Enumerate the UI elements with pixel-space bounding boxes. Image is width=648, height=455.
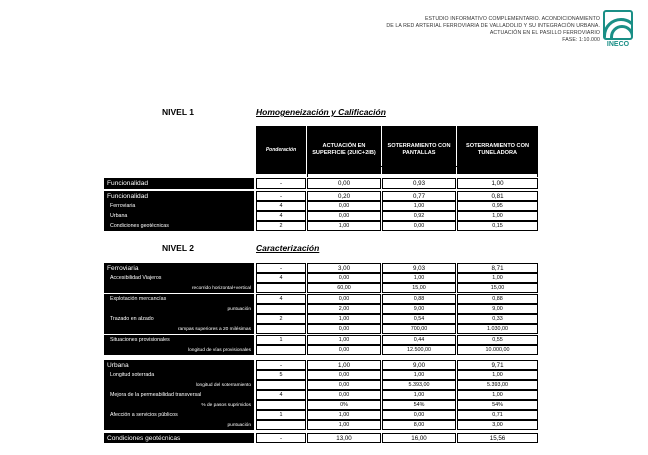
cell-tuneladora: 1.030,00 bbox=[457, 324, 538, 334]
header-spacer bbox=[307, 166, 538, 177]
cell-pantallas: 5.393,00 bbox=[382, 380, 456, 390]
cell-pantallas: 0,88 bbox=[382, 294, 456, 304]
cell-pantallas: 0,44 bbox=[382, 335, 456, 345]
cell-superficie: 1,00 bbox=[307, 420, 381, 430]
cell-ponderacion: 4 bbox=[256, 211, 306, 221]
cell-superficie: 1,00 bbox=[307, 360, 381, 370]
table-row bbox=[0, 370, 648, 380]
row-label: longitud del soterramiento bbox=[104, 380, 254, 390]
cell-pantallas: 9,00 bbox=[382, 360, 456, 370]
cell-tuneladora: 9,00 bbox=[457, 304, 538, 314]
cell-tuneladora: 1,00 bbox=[457, 370, 538, 380]
row-label: Urbana bbox=[104, 360, 254, 370]
row-label: Afección a servicios públicos bbox=[104, 410, 254, 420]
row-label: Longitud soterrada bbox=[104, 370, 254, 380]
cell-ponderacion bbox=[256, 420, 306, 430]
cell-ponderacion: 2 bbox=[256, 221, 306, 231]
cell-ponderacion: - bbox=[256, 263, 306, 273]
table-row bbox=[0, 420, 648, 430]
document-header bbox=[386, 16, 600, 44]
cell-ponderacion: 1 bbox=[256, 410, 306, 420]
cell-tuneladora: 0,95 bbox=[457, 201, 538, 211]
cell-superficie: 0,00 bbox=[307, 390, 381, 400]
table-row bbox=[0, 360, 648, 370]
row-label: longitud de vías provisionales bbox=[104, 345, 254, 355]
cell-pantallas: 0,00 bbox=[382, 410, 456, 420]
cell-ponderacion: - bbox=[256, 191, 306, 201]
cell-tuneladora: 8,71 bbox=[457, 263, 538, 273]
cell-ponderacion: 4 bbox=[256, 390, 306, 400]
row-label: Accesibilidad Viajeros bbox=[104, 273, 254, 283]
cell-tuneladora: 10.000,00 bbox=[457, 345, 538, 355]
nivel2-title: Caracterización bbox=[256, 243, 320, 253]
cell-superficie: 0,00 bbox=[307, 345, 381, 355]
table-row bbox=[0, 345, 648, 355]
table-row bbox=[0, 283, 648, 293]
cell-ponderacion bbox=[256, 304, 306, 314]
table-row bbox=[0, 400, 648, 410]
cell-ponderacion: 2 bbox=[256, 314, 306, 324]
cell-pantallas: 700,00 bbox=[382, 324, 456, 334]
cell-tuneladora: 0,88 bbox=[457, 294, 538, 304]
cell-superficie: 0,00 bbox=[307, 211, 381, 221]
cell-pantallas: 0,92 bbox=[382, 211, 456, 221]
table-row bbox=[0, 263, 648, 273]
cell-ponderacion: 4 bbox=[256, 294, 306, 304]
row-label: Explotación mercancías bbox=[104, 294, 254, 304]
cell-ponderacion bbox=[256, 283, 306, 293]
table-row bbox=[0, 191, 648, 201]
table-row bbox=[0, 211, 648, 221]
row-label: Mejora de la permeabilidad transversal bbox=[104, 390, 254, 400]
cell-ponderacion: - bbox=[256, 178, 306, 189]
cell-pantallas: 12.500,00 bbox=[382, 345, 456, 355]
row-label: % de pasos suprimidos bbox=[104, 400, 254, 410]
cell-superficie: 0,00 bbox=[307, 178, 381, 189]
logo-text: INECO bbox=[606, 41, 630, 48]
row-label: rampas superiores a 20 milésimas bbox=[104, 324, 254, 334]
row-label: Ferroviaria bbox=[104, 201, 254, 211]
cell-tuneladora: 9,71 bbox=[457, 360, 538, 370]
cell-tuneladora: 1,00 bbox=[457, 178, 538, 189]
cell-pantallas: 1,00 bbox=[382, 370, 456, 380]
cell-superficie: 0,00 bbox=[307, 294, 381, 304]
cell-tuneladora: 15,56 bbox=[457, 433, 538, 443]
cell-superficie: 1,00 bbox=[307, 221, 381, 231]
table-row bbox=[0, 294, 648, 304]
header-line-3: ACTUACIÓN EN EL PASILLO FERROVIARIO bbox=[489, 30, 600, 36]
cell-tuneladora: 54% bbox=[457, 400, 538, 410]
table-row bbox=[0, 178, 648, 189]
cell-tuneladora: 5.393,00 bbox=[457, 380, 538, 390]
cell-tuneladora: 15,00 bbox=[457, 283, 538, 293]
cell-superficie: 0,20 bbox=[307, 191, 381, 201]
cell-superficie: 0,00 bbox=[307, 380, 381, 390]
cell-ponderacion bbox=[256, 400, 306, 410]
cell-tuneladora: 0,55 bbox=[457, 335, 538, 345]
col-header-pantallas: SOTERRAMIENTO CON PANTALLAS bbox=[382, 126, 456, 174]
row-label: recorrido horizontal+vertical bbox=[104, 283, 254, 293]
cell-tuneladora: 0,33 bbox=[457, 314, 538, 324]
col-header-ponderacion: Ponderación bbox=[256, 126, 306, 174]
table-row bbox=[0, 314, 648, 324]
cell-pantallas: 1,00 bbox=[382, 390, 456, 400]
cell-tuneladora: 0,71 bbox=[457, 410, 538, 420]
table-row bbox=[0, 380, 648, 390]
cell-ponderacion: - bbox=[256, 433, 306, 443]
table-row bbox=[0, 324, 648, 334]
cell-ponderacion: 4 bbox=[256, 201, 306, 211]
cell-ponderacion: 5 bbox=[256, 370, 306, 380]
table-row bbox=[0, 221, 648, 231]
cell-pantallas: 1,00 bbox=[382, 201, 456, 211]
cell-superficie: 0,00 bbox=[307, 201, 381, 211]
header-line-1: ESTUDIO INFORMATIVO COMPLEMENTARIO. ACONDICIONAMIENTO bbox=[424, 16, 600, 22]
col-header-superficie: ACTUACIÓN EN SUPERFICIE (2UIC+2IB) bbox=[307, 126, 381, 174]
cell-pantallas: 8,00 bbox=[382, 420, 456, 430]
col-header-tuneladora: SOTERRAMIENTO CON TUNELADORA bbox=[457, 126, 538, 174]
cell-ponderacion: 1 bbox=[256, 335, 306, 345]
cell-tuneladora: 1,00 bbox=[457, 273, 538, 283]
row-label: Ferroviaria bbox=[104, 263, 254, 273]
ineco-logo bbox=[603, 10, 633, 46]
nivel1-label: NIVEL 1 bbox=[162, 107, 194, 117]
cell-tuneladora: 1,00 bbox=[457, 390, 538, 400]
cell-tuneladora: 0,15 bbox=[457, 221, 538, 231]
logo-emblem-icon bbox=[603, 10, 633, 40]
row-label: Condiciones geotécnicas bbox=[104, 433, 254, 443]
table-row bbox=[0, 335, 648, 345]
row-label: Urbana bbox=[104, 211, 254, 221]
cell-superficie: 1,00 bbox=[307, 314, 381, 324]
cell-pantallas: 0,00 bbox=[382, 221, 456, 231]
cell-ponderacion: 4 bbox=[256, 273, 306, 283]
cell-superficie: 0,00 bbox=[307, 273, 381, 283]
table-row bbox=[0, 390, 648, 400]
cell-tuneladora: 1,00 bbox=[457, 211, 538, 221]
cell-pantallas: 1,00 bbox=[382, 273, 456, 283]
cell-ponderacion bbox=[256, 324, 306, 334]
nivel2-label: NIVEL 2 bbox=[162, 243, 194, 253]
table-row bbox=[0, 304, 648, 314]
header-line-2: DE LA RED ARTERIAL FERROVIARIA DE VALLADOLID Y SU INTEGRACIÓN URBANA. bbox=[386, 23, 600, 29]
cell-ponderacion bbox=[256, 380, 306, 390]
cell-superficie: 0,00 bbox=[307, 370, 381, 380]
cell-superficie: 13,00 bbox=[307, 433, 381, 443]
cell-ponderacion bbox=[256, 345, 306, 355]
cell-pantallas: 15,00 bbox=[382, 283, 456, 293]
cell-superficie: 1,00 bbox=[307, 410, 381, 420]
cell-superficie: 0% bbox=[307, 400, 381, 410]
row-label: Situaciones provisionales bbox=[104, 335, 254, 345]
cell-pantallas: 0,77 bbox=[382, 191, 456, 201]
row-label: puntuación bbox=[104, 304, 254, 314]
cell-pantallas: 16,00 bbox=[382, 433, 456, 443]
row-label: Funcionalidad bbox=[104, 178, 254, 189]
cell-pantallas: 54% bbox=[382, 400, 456, 410]
cell-superficie: 0,00 bbox=[307, 324, 381, 334]
table-row bbox=[0, 201, 648, 211]
cell-superficie: 3,00 bbox=[307, 263, 381, 273]
cell-superficie: 1,00 bbox=[307, 335, 381, 345]
row-label: puntuación bbox=[104, 420, 254, 430]
cell-pantallas: 9,03 bbox=[382, 263, 456, 273]
table-row bbox=[0, 433, 648, 443]
cell-pantallas: 0,93 bbox=[382, 178, 456, 189]
cell-ponderacion: - bbox=[256, 360, 306, 370]
row-label: Funcionalidad bbox=[104, 191, 254, 201]
row-label: Trazado en alzado bbox=[104, 314, 254, 324]
row-label: Condiciones geotécnicas bbox=[104, 221, 254, 231]
table-row bbox=[0, 410, 648, 420]
table-row bbox=[0, 273, 648, 283]
cell-tuneladora: 3,00 bbox=[457, 420, 538, 430]
cell-pantallas: 9,00 bbox=[382, 304, 456, 314]
cell-pantallas: 0,54 bbox=[382, 314, 456, 324]
cell-superficie: 60,00 bbox=[307, 283, 381, 293]
header-line-4: FASE: 1:10.000 bbox=[562, 37, 600, 43]
cell-superficie: 2,00 bbox=[307, 304, 381, 314]
cell-tuneladora: 0,81 bbox=[457, 191, 538, 201]
nivel1-title: Homogeneización y Calificación bbox=[256, 107, 386, 117]
